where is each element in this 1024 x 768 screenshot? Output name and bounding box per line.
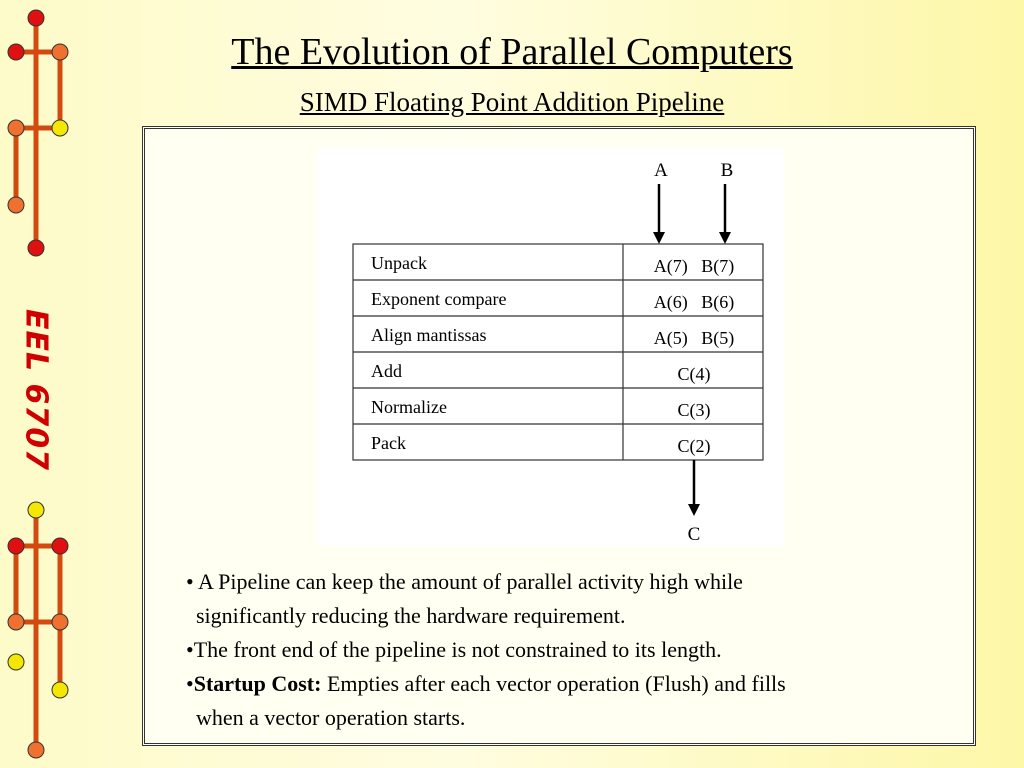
bullet-3-marker: • — [186, 671, 194, 696]
bullet-1-line-2: significantly reducing the hardware requirement. — [196, 603, 626, 628]
bullet-3-line-2: when a vector operation starts. — [196, 705, 466, 730]
pipeline-table — [353, 244, 763, 460]
slide-title: The Evolution of Parallel Computers — [231, 31, 793, 73]
output-arrowhead — [688, 504, 700, 516]
stage-exponent-compare-value: A(6) B(6) — [653, 292, 735, 312]
stage-normalize-name: Normalize — [371, 397, 447, 417]
stage-normalize-value: C(3) — [677, 400, 711, 420]
bullet-3-bold: Startup Cost: — [193, 671, 322, 696]
stage-pack-value: C(2) — [677, 436, 711, 456]
output-c-label: C — [687, 524, 701, 545]
bullet-1-line-1: • A Pipeline can keep the amount of parallel activity high while — [186, 569, 743, 594]
input-a-arrowhead — [653, 232, 665, 244]
bullet-2: •The front end of the pipeline is not constrained to its length. — [186, 637, 722, 662]
input-b-label: B — [720, 160, 734, 181]
bullet-3-line-1 — [186, 667, 966, 701]
stage-add-value: C(4) — [677, 364, 711, 384]
stage-pack-name: Pack — [371, 433, 406, 453]
stage-unpack-name: Unpack — [371, 253, 427, 273]
stage-unpack-value: A(7) B(7) — [653, 256, 735, 276]
input-b-arrowhead — [719, 232, 731, 244]
course-label: EEL 6707 — [18, 308, 54, 472]
stage-add-name: Add — [371, 361, 402, 381]
pipeline-diagram — [316, 148, 784, 546]
bullet-3-rest: Empties after each vector operation (Flush) and fills — [321, 671, 786, 696]
pipeline-svg — [316, 148, 784, 546]
stage-align-mantissas-name: Align mantissas — [371, 325, 487, 345]
input-a-label: A — [654, 160, 668, 181]
bullet-list — [186, 565, 966, 735]
stage-align-mantissas-value: A(5) B(5) — [653, 328, 735, 348]
stage-exponent-compare-name: Exponent compare — [371, 289, 507, 309]
slide-subtitle: SIMD Floating Point Addition Pipeline — [299, 87, 725, 117]
